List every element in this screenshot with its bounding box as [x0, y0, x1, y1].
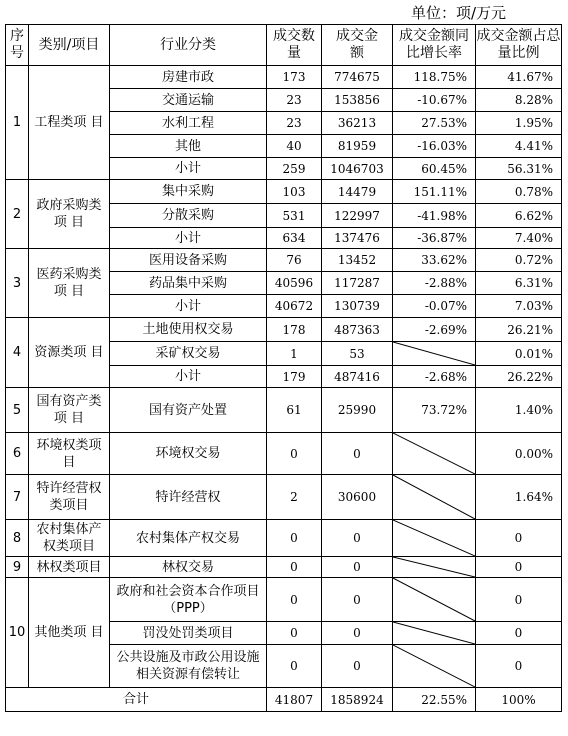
share-cell: 7.40%	[476, 228, 562, 249]
total-share: 100%	[476, 688, 562, 712]
share-cell: 6.31%	[476, 272, 562, 295]
share-cell: 7.03%	[476, 295, 562, 318]
amount-cell: 117287	[322, 272, 393, 295]
seq-cell: 1	[6, 66, 29, 180]
transactions-table	[5, 24, 562, 712]
amount-cell: 122997	[322, 204, 393, 228]
industry-cell: 分散采购	[110, 204, 267, 228]
total-amount: 1858924	[322, 688, 393, 712]
industry-cell: 其他	[110, 135, 267, 158]
industry-cell: 公共设施及市政公用设施相关资源有偿转让	[110, 645, 267, 688]
count-cell: 1	[267, 342, 322, 366]
header-row	[6, 25, 562, 66]
share-cell: 0.00%	[476, 433, 562, 475]
industry-cell: 水利工程	[110, 112, 267, 135]
table-row	[6, 388, 562, 433]
industry-cell: 农村集体产权交易	[110, 520, 267, 557]
total-count: 41807	[267, 688, 322, 712]
share-cell: 0	[476, 622, 562, 645]
industry-cell: 特许经营权	[110, 475, 267, 520]
header-category: 类别/项目	[29, 25, 110, 66]
yoy-cell: 33.62%	[393, 249, 476, 272]
table-row	[6, 475, 562, 520]
industry-cell: 罚没处罚类项目	[110, 622, 267, 645]
yoy-cell-empty	[393, 557, 476, 578]
industry-cell: 环境权交易	[110, 433, 267, 475]
count-cell: 634	[267, 228, 322, 249]
category-cell: 政府采购类项 目	[29, 180, 110, 249]
count-cell: 173	[267, 66, 322, 89]
count-cell: 0	[267, 520, 322, 557]
amount-cell: 14479	[322, 180, 393, 204]
count-cell: 259	[267, 158, 322, 180]
share-cell: 4.41%	[476, 135, 562, 158]
industry-cell: 政府和社会资本合作项目（PPP）	[110, 578, 267, 622]
count-cell: 103	[267, 180, 322, 204]
header-yoy: 成交金额同比增长率	[393, 25, 476, 66]
industry-cell: 小计	[110, 228, 267, 249]
table-row	[6, 433, 562, 475]
yoy-cell: -0.07%	[393, 295, 476, 318]
amount-cell: 487363	[322, 318, 393, 342]
industry-cell: 国有资产处置	[110, 388, 267, 433]
table-row	[6, 318, 562, 342]
count-cell: 23	[267, 89, 322, 112]
category-cell: 环境权类项 目	[29, 433, 110, 475]
industry-cell: 采矿权交易	[110, 342, 267, 366]
count-cell: 0	[267, 622, 322, 645]
count-cell: 531	[267, 204, 322, 228]
yoy-cell-empty	[393, 645, 476, 688]
share-cell: 0	[476, 578, 562, 622]
table-row	[6, 66, 562, 89]
count-cell: 0	[267, 645, 322, 688]
seq-cell: 8	[6, 520, 29, 557]
category-cell: 工程类项 目	[29, 66, 110, 180]
header-amount: 成交金额	[322, 25, 393, 66]
amount-cell: 137476	[322, 228, 393, 249]
amount-cell: 0	[322, 557, 393, 578]
diagonal-slash	[393, 433, 475, 474]
seq-cell: 4	[6, 318, 29, 388]
amount-cell: 30600	[322, 475, 393, 520]
category-cell: 特许经营权类项目	[29, 475, 110, 520]
yoy-cell: 151.11%	[393, 180, 476, 204]
industry-cell: 土地使用权交易	[110, 318, 267, 342]
share-cell: 26.21%	[476, 318, 562, 342]
yoy-cell: -2.88%	[393, 272, 476, 295]
category-cell: 其他类项 目	[29, 578, 110, 688]
seq-cell: 7	[6, 475, 29, 520]
share-cell: 0	[476, 520, 562, 557]
seq-cell: 3	[6, 249, 29, 318]
yoy-cell: 118.75%	[393, 66, 476, 89]
category-cell: 林权类项目	[29, 557, 110, 578]
amount-cell: 0	[322, 645, 393, 688]
amount-cell: 0	[322, 578, 393, 622]
yoy-cell: -16.03%	[393, 135, 476, 158]
share-cell: 6.62%	[476, 204, 562, 228]
amount-cell: 130739	[322, 295, 393, 318]
share-cell: 26.22%	[476, 366, 562, 388]
yoy-cell: 27.53%	[393, 112, 476, 135]
diagonal-slash	[393, 557, 475, 577]
header-seq: 序号	[6, 25, 29, 66]
amount-cell: 13452	[322, 249, 393, 272]
category-cell: 医药采购类项 目	[29, 249, 110, 318]
yoy-cell: -10.67%	[393, 89, 476, 112]
amount-cell: 53	[322, 342, 393, 366]
count-cell: 178	[267, 318, 322, 342]
industry-cell: 药品集中采购	[110, 272, 267, 295]
yoy-cell: 60.45%	[393, 158, 476, 180]
table-row	[6, 578, 562, 622]
share-cell: 0.72%	[476, 249, 562, 272]
count-cell: 0	[267, 557, 322, 578]
amount-cell: 81959	[322, 135, 393, 158]
seq-cell: 6	[6, 433, 29, 475]
yoy-cell-empty	[393, 342, 476, 366]
seq-cell: 9	[6, 557, 29, 578]
share-cell: 1.95%	[476, 112, 562, 135]
count-cell: 0	[267, 433, 322, 475]
header-industry: 行业分类	[110, 25, 267, 66]
diagonal-slash	[393, 475, 475, 519]
amount-cell: 1046703	[322, 158, 393, 180]
count-cell: 23	[267, 112, 322, 135]
diagonal-slash	[393, 622, 475, 644]
diagonal-slash	[393, 578, 475, 621]
total-yoy: 22.55%	[393, 688, 476, 712]
share-cell: 0	[476, 557, 562, 578]
header-share: 成交金额占总量比例	[476, 25, 562, 66]
total-row	[6, 688, 562, 712]
count-cell: 0	[267, 578, 322, 622]
share-cell: 41.67%	[476, 66, 562, 89]
yoy-cell: -2.68%	[393, 366, 476, 388]
industry-cell: 小计	[110, 366, 267, 388]
yoy-cell-empty	[393, 578, 476, 622]
diagonal-slash	[393, 645, 475, 687]
count-cell: 61	[267, 388, 322, 433]
amount-cell: 774675	[322, 66, 393, 89]
count-cell: 40672	[267, 295, 322, 318]
industry-cell: 小计	[110, 158, 267, 180]
amount-cell: 0	[322, 433, 393, 475]
yoy-cell: 73.72%	[393, 388, 476, 433]
category-cell: 资源类项 目	[29, 318, 110, 388]
diagonal-slash	[393, 520, 475, 556]
category-cell: 农村集体产权类项目	[29, 520, 110, 557]
share-cell: 0.01%	[476, 342, 562, 366]
total-label: 合计	[6, 688, 267, 712]
header-count: 成交数量	[267, 25, 322, 66]
share-cell: 0.78%	[476, 180, 562, 204]
yoy-cell-empty	[393, 433, 476, 475]
share-cell: 56.31%	[476, 158, 562, 180]
seq-cell: 2	[6, 180, 29, 249]
count-cell: 179	[267, 366, 322, 388]
yoy-cell-empty	[393, 475, 476, 520]
unit-label: 单位：项/万元	[410, 4, 506, 22]
diagonal-slash	[393, 342, 475, 365]
amount-cell: 0	[322, 520, 393, 557]
share-cell: 1.40%	[476, 388, 562, 433]
table-row	[6, 180, 562, 204]
amount-cell: 487416	[322, 366, 393, 388]
yoy-cell-empty	[393, 622, 476, 645]
industry-cell: 小计	[110, 295, 267, 318]
share-cell: 1.64%	[476, 475, 562, 520]
count-cell: 76	[267, 249, 322, 272]
table-row	[6, 557, 562, 578]
table-row	[6, 249, 562, 272]
industry-cell: 集中采购	[110, 180, 267, 204]
industry-cell: 医用设备采购	[110, 249, 267, 272]
amount-cell: 153856	[322, 89, 393, 112]
share-cell: 0	[476, 645, 562, 688]
amount-cell: 0	[322, 622, 393, 645]
industry-cell: 林权交易	[110, 557, 267, 578]
amount-cell: 36213	[322, 112, 393, 135]
share-cell: 8.28%	[476, 89, 562, 112]
yoy-cell: -41.98%	[393, 204, 476, 228]
seq-cell: 10	[6, 578, 29, 688]
yoy-cell: -2.69%	[393, 318, 476, 342]
amount-cell: 25990	[322, 388, 393, 433]
industry-cell: 房建市政	[110, 66, 267, 89]
table-row	[6, 520, 562, 557]
category-cell: 国有资产类项 目	[29, 388, 110, 433]
yoy-cell-empty	[393, 520, 476, 557]
yoy-cell: -36.87%	[393, 228, 476, 249]
count-cell: 40	[267, 135, 322, 158]
count-cell: 40596	[267, 272, 322, 295]
industry-cell: 交通运输	[110, 89, 267, 112]
seq-cell: 5	[6, 388, 29, 433]
count-cell: 2	[267, 475, 322, 520]
